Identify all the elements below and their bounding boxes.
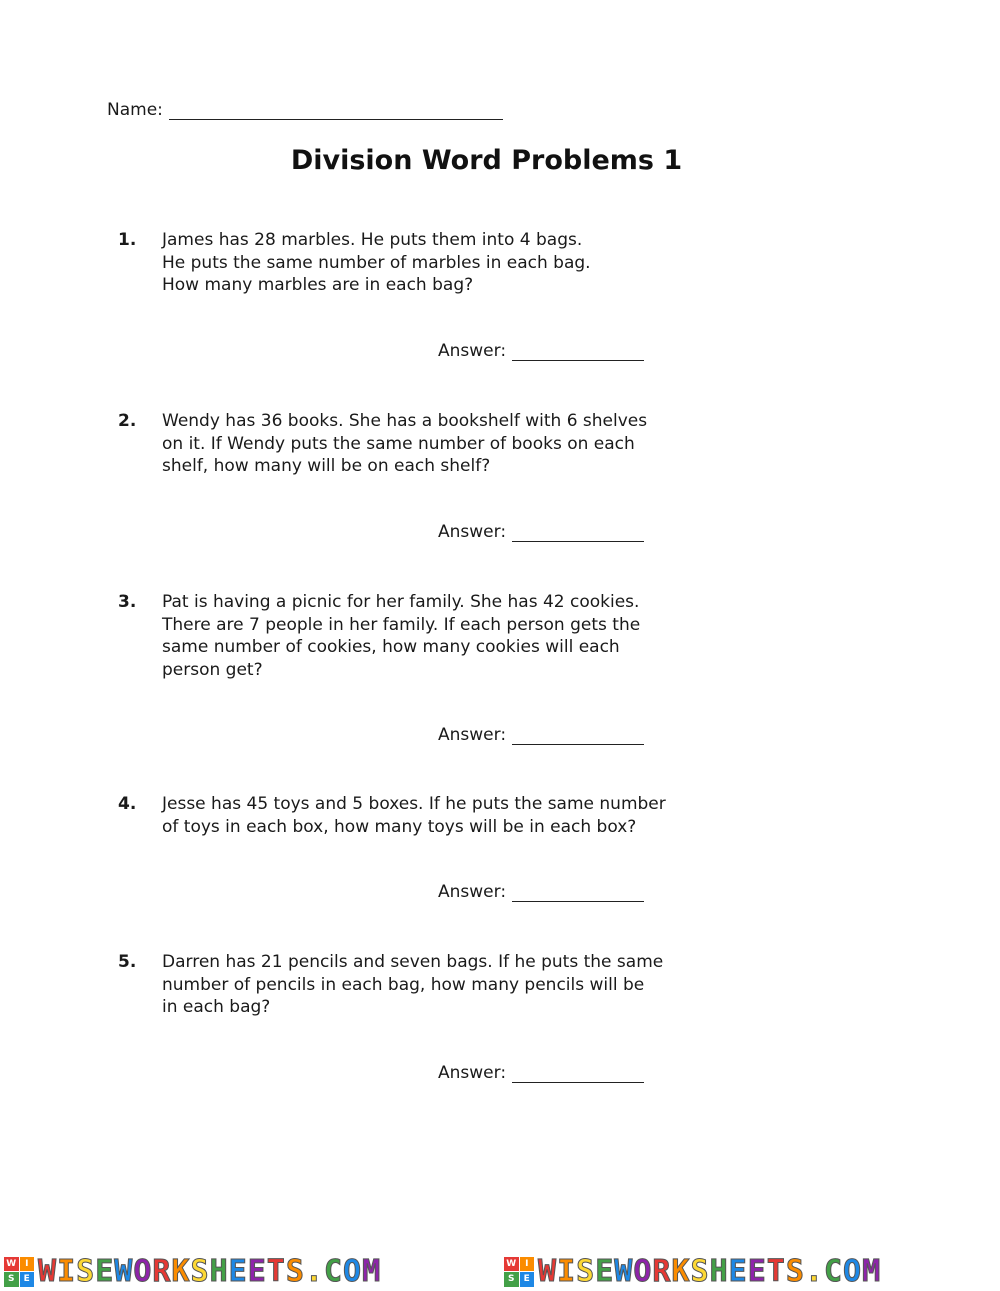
problem-number: 5.	[118, 952, 137, 972]
answer-row	[438, 1063, 644, 1083]
brand-text: WISEWORKSHEETS.COM	[538, 1253, 882, 1289]
answer-row	[438, 725, 644, 745]
answer-line[interactable]	[512, 1064, 644, 1083]
problem-number: 4.	[118, 794, 137, 814]
problem-number: 3.	[118, 592, 137, 612]
name-field-row	[107, 100, 503, 120]
answer-line[interactable]	[512, 726, 644, 745]
problem-text-line: Jesse has 45 toys and 5 boxes. If he puts the same number	[162, 794, 666, 814]
problem-text-line: person get?	[162, 659, 263, 680]
logo-icon: W I S E	[4, 1257, 34, 1287]
problem-text	[162, 793, 722, 838]
problem-text-line: Wendy has 36 books. She has a bookshelf with 6 shelves	[162, 411, 648, 431]
footer-watermark	[0, 1252, 1000, 1291]
problem-text-line: There are 7 people in her family. If each person gets the	[162, 614, 641, 635]
answer-label: Answer:	[438, 341, 507, 361]
problem-text-line: on it. If Wendy puts the same number of books on each	[162, 433, 635, 454]
answer-label: Answer:	[438, 882, 507, 902]
problem-text	[162, 229, 722, 297]
problem-text-line: Darren has 21 pencils and seven bags. If he puts the same	[162, 952, 664, 972]
problem-text-line: number of pencils in each bag, how many pencils will be	[162, 974, 645, 995]
answer-line[interactable]	[512, 523, 644, 542]
brand-watermark	[500, 1254, 1000, 1290]
brand-text: WISEWORKSHEETS.COM	[38, 1253, 382, 1289]
problem-text	[162, 951, 722, 1019]
problem-text-line: James has 28 marbles. He puts them into 4 bags.	[162, 230, 583, 250]
answer-label: Answer:	[438, 522, 507, 542]
brand-watermark	[0, 1254, 500, 1290]
problem-text-line: same number of cookies, how many cookies will each	[162, 637, 620, 657]
logo-icon: W I S E	[504, 1257, 534, 1287]
problem-number: 2.	[118, 411, 137, 431]
answer-line[interactable]	[512, 883, 644, 902]
answer-label: Answer:	[438, 725, 507, 745]
page-title: Division Word Problems 1	[290, 145, 683, 176]
name-label: Name:	[107, 100, 163, 120]
answer-line[interactable]	[512, 342, 644, 361]
problem-text	[162, 410, 722, 478]
answer-row	[438, 341, 644, 361]
problem-text	[162, 591, 722, 681]
problem-text-line: He puts the same number of marbles in each bag.	[162, 252, 591, 273]
problem-text-line: in each bag?	[162, 997, 271, 1017]
name-line[interactable]	[169, 100, 503, 120]
problem-text-line: of toys in each box, how many toys will be in each box?	[162, 816, 637, 837]
answer-label: Answer:	[438, 1063, 507, 1083]
problem-number: 1.	[118, 230, 137, 250]
problem-text-line: shelf, how many will be on each shelf?	[162, 456, 491, 476]
answer-row	[438, 882, 644, 902]
problem-text-line: How many marbles are in each bag?	[162, 275, 474, 295]
problem-text-line: Pat is having a picnic for her family. She has 42 cookies.	[162, 592, 640, 612]
answer-row	[438, 522, 644, 542]
